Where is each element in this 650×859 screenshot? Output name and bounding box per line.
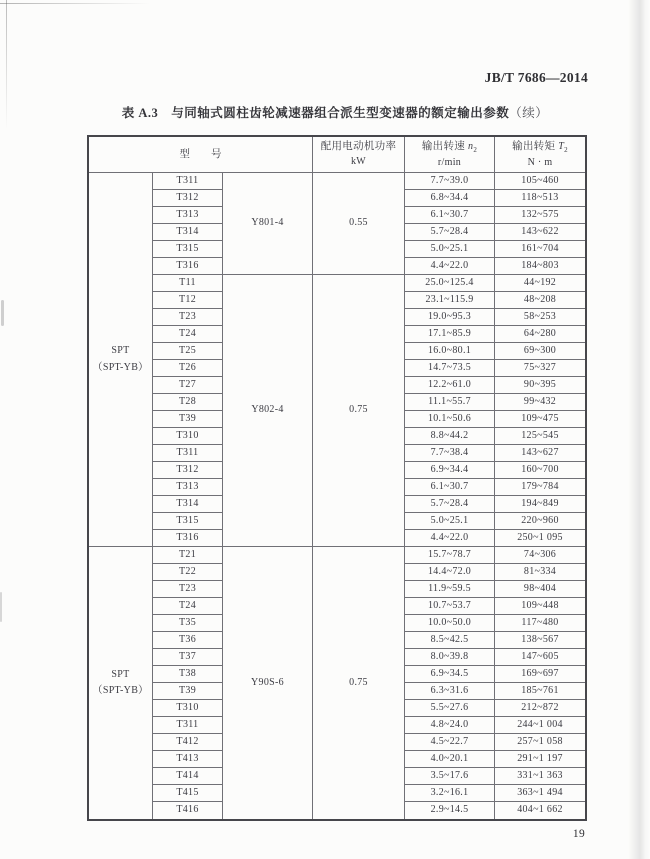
torque-cell: 244~1 004 xyxy=(495,717,585,734)
model-cell: T416 xyxy=(153,802,223,819)
torque-cell: 363~1 494 xyxy=(495,785,585,802)
model-cell: T21 xyxy=(153,547,223,564)
torque-cell: 143~627 xyxy=(495,445,585,462)
speed-cell: 23.1~115.9 xyxy=(405,292,495,309)
torque-cell: 179~784 xyxy=(495,479,585,496)
torque-cell: 143~622 xyxy=(495,224,585,241)
table-title-suffix: （续） xyxy=(509,106,549,120)
model-cell: T313 xyxy=(153,479,223,496)
scan-edge-left xyxy=(6,0,7,130)
speed-cell: 14.4~72.0 xyxy=(405,564,495,581)
table-title xyxy=(87,103,583,121)
model-cell: T23 xyxy=(153,309,223,326)
torque-cell: 75~327 xyxy=(495,360,585,377)
page-number: 19 xyxy=(572,828,585,840)
speed-cell: 4.8~24.0 xyxy=(405,717,495,734)
torque-cell: 185~761 xyxy=(495,683,585,700)
model-cell: T310 xyxy=(153,428,223,445)
speed-cell: 11.1~55.7 xyxy=(405,394,495,411)
model-cell: T36 xyxy=(153,632,223,649)
torque-cell: 331~1 363 xyxy=(495,768,585,785)
speed-cell: 4.4~22.0 xyxy=(405,530,495,547)
speed-cell: 16.0~80.1 xyxy=(405,343,495,360)
model-cell: T37 xyxy=(153,649,223,666)
motor-model-cell: Y802-4 xyxy=(223,275,313,547)
torque-cell: 212~872 xyxy=(495,700,585,717)
model-cell: T25 xyxy=(153,343,223,360)
speed-cell: 5.7~28.4 xyxy=(405,496,495,513)
speed-cell: 17.1~85.9 xyxy=(405,326,495,343)
model-cell: T414 xyxy=(153,768,223,785)
speed-cell: 12.2~61.0 xyxy=(405,377,495,394)
torque-cell: 291~1 197 xyxy=(495,751,585,768)
model-cell: T415 xyxy=(153,785,223,802)
torque-cell: 117~480 xyxy=(495,615,585,632)
torque-cell: 147~605 xyxy=(495,649,585,666)
model-cell: T311 xyxy=(153,717,223,734)
model-cell: T39 xyxy=(153,683,223,700)
model-cell: T24 xyxy=(153,326,223,343)
torque-cell: 184~803 xyxy=(495,258,585,275)
model-cell: T311 xyxy=(153,173,223,190)
speed-cell: 5.0~25.1 xyxy=(405,513,495,530)
model-cell: T26 xyxy=(153,360,223,377)
model-cell: T38 xyxy=(153,666,223,683)
motor-model-cell: Y801-4 xyxy=(223,173,313,275)
model-cell: T314 xyxy=(153,496,223,513)
speed-cell: 6.8~34.4 xyxy=(405,190,495,207)
series-label-cell xyxy=(89,547,153,819)
model-cell: T27 xyxy=(153,377,223,394)
torque-cell: 160~700 xyxy=(495,462,585,479)
header-output-torque: 输出转矩 $T_2$ N · m xyxy=(495,137,585,173)
scan-artifact xyxy=(0,592,2,622)
series-name: SPT xyxy=(111,345,130,356)
model-cell: T39 xyxy=(153,411,223,428)
motor-model-cell: Y90S-6 xyxy=(223,547,313,819)
speed-cell: 5.7~28.4 xyxy=(405,224,495,241)
motor-power-cell: 0.75 xyxy=(313,275,405,547)
speed-cell: 10.0~50.0 xyxy=(405,615,495,632)
model-cell: T23 xyxy=(153,581,223,598)
model-cell: T314 xyxy=(153,224,223,241)
speed-cell: 6.1~30.7 xyxy=(405,479,495,496)
speed-cell: 5.5~27.6 xyxy=(405,700,495,717)
torque-cell: 69~300 xyxy=(495,343,585,360)
torque-cell: 109~475 xyxy=(495,411,585,428)
torque-cell: 44~192 xyxy=(495,275,585,292)
speed-cell: 10.7~53.7 xyxy=(405,598,495,615)
model-cell: T12 xyxy=(153,292,223,309)
scan-edge-right xyxy=(628,0,650,859)
torque-cell: 90~395 xyxy=(495,377,585,394)
model-cell: T11 xyxy=(153,275,223,292)
model-cell: T313 xyxy=(153,207,223,224)
speed-cell: 11.9~59.5 xyxy=(405,581,495,598)
torque-cell: 257~1 058 xyxy=(495,734,585,751)
torque-cell: 194~849 xyxy=(495,496,585,513)
motor-power-cell: 0.75 xyxy=(313,547,405,819)
torque-cell: 118~513 xyxy=(495,190,585,207)
torque-cell: 132~575 xyxy=(495,207,585,224)
model-cell: T413 xyxy=(153,751,223,768)
model-cell: T316 xyxy=(153,530,223,547)
motor-power-cell: 0.55 xyxy=(313,173,405,275)
speed-cell: 7.7~39.0 xyxy=(405,173,495,190)
torque-cell: 404~1 662 xyxy=(517,804,563,816)
torque-cell: 99~432 xyxy=(495,394,585,411)
model-cell: T315 xyxy=(153,513,223,530)
torque-cell: 109~448 xyxy=(495,598,585,615)
series-name: SPT xyxy=(111,668,130,680)
model-cell: T312 xyxy=(153,190,223,207)
torque-cell: 81~334 xyxy=(495,564,585,581)
torque-cell: 64~280 xyxy=(495,326,585,343)
model-cell: T315 xyxy=(153,241,223,258)
torque-cell: 58~253 xyxy=(495,309,585,326)
torque-cell: 138~567 xyxy=(495,632,585,649)
model-cell: T316 xyxy=(153,258,223,275)
torque-cell: 220~960 xyxy=(495,513,585,530)
series-variant: （SPT-YB） xyxy=(92,361,149,373)
series-label-cell xyxy=(89,173,153,547)
model-cell: T24 xyxy=(153,598,223,615)
model-cell: T312 xyxy=(153,462,223,479)
model-cell: T311 xyxy=(153,445,223,462)
speed-cell: 3.2~16.1 xyxy=(405,785,495,802)
torque-cell: 169~697 xyxy=(495,666,585,683)
torque-cell: 74~306 xyxy=(495,547,585,564)
speed-cell: 6.1~30.7 xyxy=(405,207,495,224)
speed-cell: 8.8~44.2 xyxy=(405,428,495,445)
speed-cell: 5.0~25.1 xyxy=(405,241,495,258)
speed-cell: 6.3~31.6 xyxy=(405,683,495,700)
model-cell: T35 xyxy=(153,615,223,632)
speed-cell: 8.5~42.5 xyxy=(405,632,495,649)
table-title-main: 表 A.3 与同轴式圆柱齿轮减速器组合派生型变速器的额定输出参数 xyxy=(121,106,510,120)
speed-cell: 25.0~125.4 xyxy=(405,275,495,292)
speed-cell: 10.1~50.6 xyxy=(405,411,495,428)
scan-edge-top xyxy=(0,3,150,4)
model-cell: T310 xyxy=(153,700,223,717)
speed-cell: 4.0~20.1 xyxy=(405,751,495,768)
torque-cell: 98~404 xyxy=(495,581,585,598)
parameters-table xyxy=(87,135,587,821)
speed-cell: 2.9~14.5 xyxy=(405,802,495,819)
torque-cell: 250~1 095 xyxy=(495,530,585,547)
speed-cell: 6.9~34.5 xyxy=(405,666,495,683)
header-motor-power: 配用电动机功率 kW xyxy=(313,137,405,173)
speed-cell: 14.7~73.5 xyxy=(405,360,495,377)
speed-cell: 6.9~34.4 xyxy=(405,462,495,479)
scan-artifact xyxy=(1,300,4,326)
speed-cell: 3.5~17.6 xyxy=(405,768,495,785)
speed-cell: 7.7~38.4 xyxy=(405,445,495,462)
speed-cell: 15.7~78.7 xyxy=(405,547,495,564)
header-output-speed: 输出转速 $n_2$ r/min xyxy=(405,137,495,173)
speed-cell: 4.5~22.7 xyxy=(405,734,495,751)
torque-cell: 125~545 xyxy=(495,428,585,445)
torque-cell: 105~460 xyxy=(495,173,585,190)
torque-cell: 161~704 xyxy=(495,241,585,258)
torque-cell: 48~208 xyxy=(495,292,585,309)
standard-reference: JB/T 7686—2014 xyxy=(484,70,588,85)
model-cell: T22 xyxy=(153,564,223,581)
model-cell: T412 xyxy=(153,734,223,751)
header-model: 型 号 xyxy=(89,137,313,173)
model-cell: T28 xyxy=(153,394,223,411)
series-variant: （SPT-YB） xyxy=(92,685,149,696)
speed-cell: 19.0~95.3 xyxy=(405,309,495,326)
speed-cell: 8.0~39.8 xyxy=(405,649,495,666)
speed-cell: 4.4~22.0 xyxy=(405,258,495,275)
